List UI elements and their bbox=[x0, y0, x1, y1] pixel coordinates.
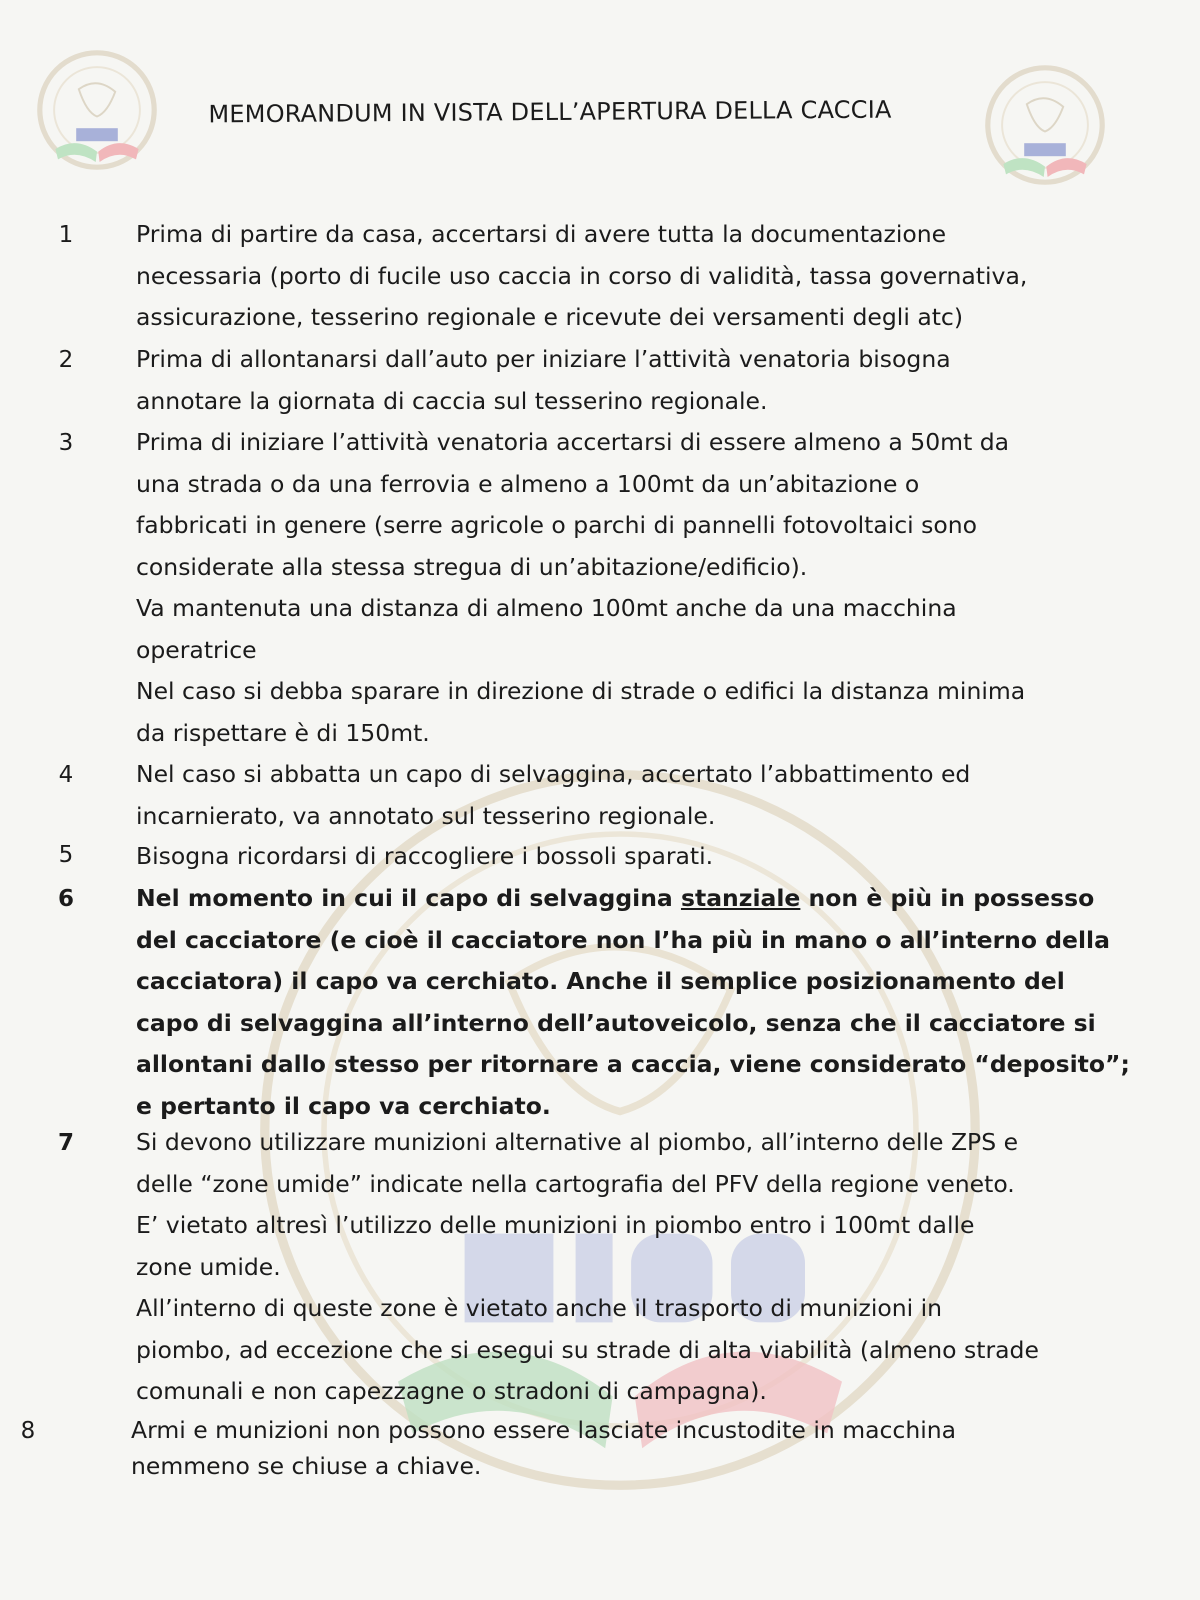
item-text bbox=[136, 422, 1096, 754]
logo-flag-green bbox=[55, 143, 97, 162]
text-line: assicurazione, tesserino regionale e ricevute dei versamenti degli atc) bbox=[136, 303, 964, 331]
logo-flag-red bbox=[1046, 158, 1086, 177]
item-number: 1 bbox=[58, 222, 74, 248]
text-line: annotare la giornata di caccia sul tesserino regionale. bbox=[136, 386, 768, 415]
text-line: nemmeno se chiuse a chiave. bbox=[131, 1452, 482, 1480]
item-number: 2 bbox=[58, 347, 74, 373]
text-line: del cacciatore (e cioè il cacciatore non l’ha più in mano o all’interno della bbox=[136, 925, 1110, 954]
text-line: piombo, ad eccezione che si esegui su strade di alta viabilità (almeno strade bbox=[136, 1335, 1039, 1364]
item-text bbox=[136, 214, 1096, 339]
item-text bbox=[136, 836, 1096, 878]
logo-mark bbox=[1024, 143, 1066, 156]
text-line-with-emphasis bbox=[136, 878, 1096, 920]
text-line: una strada o da una ferrovia e almeno a 100mt da un’abitazione o bbox=[136, 469, 920, 498]
text-line: considerate alla stessa stregua di un’abitazione/edificio). bbox=[136, 552, 808, 581]
text-line: necessaria (porto di fucile uso caccia in corso di validità, tassa governativa, bbox=[136, 261, 1028, 290]
text-line: Armi e munizioni non possono essere lasciate incustodite in macchina bbox=[131, 1416, 957, 1444]
document-title: MEMORANDUM IN VISTA DELL’APERTURA DELLA CACCIA bbox=[208, 95, 892, 129]
text-line: Si devono utilizzare munizioni alternative al piombo, all’interno delle ZPS e bbox=[136, 1128, 1019, 1156]
text-line: incarnierato, va annotato sul tesserino regionale. bbox=[136, 801, 716, 830]
item-text bbox=[136, 878, 1130, 1127]
text-line: delle “zone umide” indicate nella cartografia del PFV della regione veneto. bbox=[136, 1169, 1015, 1198]
text-line: zone umide. bbox=[136, 1252, 281, 1281]
text-segment: non è più in possesso bbox=[800, 884, 1095, 912]
item-number: 7 bbox=[57, 1130, 74, 1156]
text-line: E’ vietato altresì l’utilizzo delle munizioni in piombo entro i 100mt dalle bbox=[136, 1211, 975, 1239]
logo-flag-green bbox=[1003, 158, 1045, 177]
text-line: allontani dallo stesso per ritornare a caccia, viene considerato “deposito”; bbox=[136, 1050, 1130, 1078]
text-line: Nel caso si debba sparare in direzione di strade o edifici la distanza minima bbox=[136, 677, 1026, 705]
fidc-logo-left bbox=[32, 45, 162, 175]
item-number: 5 bbox=[58, 842, 74, 868]
item-text bbox=[131, 1412, 1091, 1484]
logo-flag-red bbox=[98, 143, 138, 162]
item-text bbox=[136, 1122, 1096, 1413]
text-line: Prima di partire da casa, accertarsi di avere tutta la documentazione bbox=[136, 220, 947, 248]
item-text bbox=[136, 339, 1096, 422]
text-line: Prima di iniziare l’attività venatoria accertarsi di essere almeno a 50mt da bbox=[136, 428, 1010, 456]
text-line: cacciatora) il capo va cerchiato. Anche il semplice posizionamento del bbox=[136, 967, 1065, 995]
item-text bbox=[136, 754, 1096, 837]
text-line: Prima di allontanarsi dall’auto per iniziare l’attività venatoria bisogna bbox=[136, 345, 951, 373]
text-line: da rispettare è di 150mt. bbox=[136, 718, 430, 747]
text-line: Nel caso si abbatta un capo di selvaggina, accertato l’abbattimento ed bbox=[136, 760, 971, 788]
item-number: 3 bbox=[58, 430, 74, 456]
logo-mark bbox=[76, 128, 118, 141]
text-line: fabbricati in genere (serre agricole o parchi di pannelli fotovoltaici sono bbox=[136, 511, 978, 539]
text-line: capo di selvaggina all’interno dell’autoveicolo, senza che il cacciatore si bbox=[136, 1008, 1096, 1037]
fidc-logo-right bbox=[980, 60, 1110, 190]
logo-emblem bbox=[1027, 98, 1063, 131]
text-line: comunali e non capezzagne o stradoni di campagna). bbox=[136, 1377, 767, 1405]
text-line: Bisogna ricordarsi di raccogliere i bossoli sparati. bbox=[136, 842, 714, 870]
text-line: e pertanto il capo va cerchiato. bbox=[136, 1091, 551, 1120]
item-number: 6 bbox=[57, 886, 74, 912]
text-line: Va mantenuta una distanza di almeno 100mt anche da una macchina bbox=[136, 594, 957, 622]
text-segment: Nel momento in cui il capo di selvaggina bbox=[136, 884, 681, 912]
item-number: 8 bbox=[20, 1418, 36, 1444]
item-number: 4 bbox=[58, 762, 74, 788]
text-line: operatrice bbox=[136, 635, 257, 664]
underlined-term: stanziale bbox=[680, 884, 801, 912]
logo-emblem bbox=[79, 83, 115, 116]
text-line: All’interno di queste zone è vietato anche il trasporto di munizioni in bbox=[136, 1294, 943, 1322]
